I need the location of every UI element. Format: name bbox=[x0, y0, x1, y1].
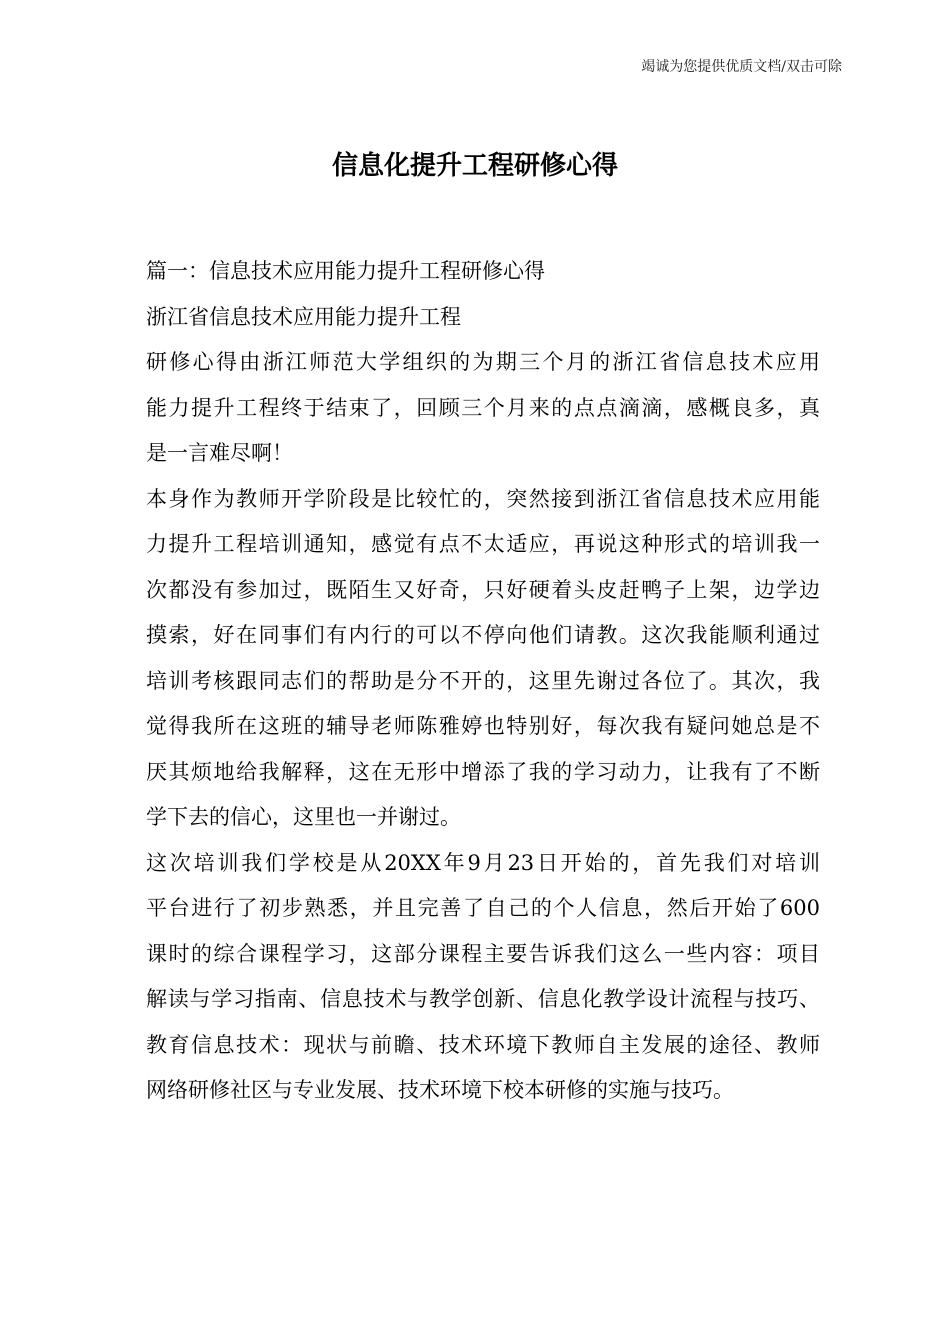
body-line: 本身作为教师开学阶段是比较忙的，突然接到浙江省信息技术应用能 bbox=[146, 486, 820, 511]
body-line: 是一言难尽啊！ bbox=[146, 441, 293, 465]
body-line: 觉得我所在这班的辅导老师陈雅婷也特别好，每次我有疑问她总是不 bbox=[146, 714, 820, 738]
document-body bbox=[146, 253, 820, 1118]
body-line: 解读与学习指南、信息技术与教学创新、信息化教学设计流程与技巧、 bbox=[146, 987, 820, 1011]
body-line: 次都没有参加过，既陌生又好奇，只好硬着头皮赶鸭子上架，边学边 bbox=[146, 577, 820, 602]
header-note: 竭诚为您提供优质文档/双击可除 bbox=[641, 59, 842, 75]
document-title: 信息化提升工程研修心得 bbox=[331, 151, 618, 181]
body-line: 力提升工程培训通知，感觉有点不太适应，再说这种形式的培训我一 bbox=[146, 532, 820, 556]
body-line: 教育信息技术：现状与前瞻、技术环境下教师自主发展的途径、教师 bbox=[146, 1032, 820, 1057]
body-line: 研修心得由浙江师范大学组织的为期三个月的浙江省信息技术应用 bbox=[146, 350, 820, 374]
body-line: 课时的综合课程学习，这部分课程主要告诉我们这么一些内容：项目 bbox=[146, 941, 820, 966]
body-line: 厌其烦地给我解释，这在无形中增添了我的学习动力，让我有了不断 bbox=[146, 759, 820, 784]
body-line: 这次培训我们学校是从20XX年9月23日开始的，首先我们对培训 bbox=[146, 850, 820, 875]
body-line: 培训考核跟同志们的帮助是分不开的，这里先谢过各位了。其次，我 bbox=[146, 668, 820, 693]
body-line: 网络研修社区与专业发展、技术环境下校本研修的实施与技巧。 bbox=[146, 1078, 734, 1102]
body-line: 学下去的信心，这里也一并谢过。 bbox=[146, 805, 461, 829]
body-line: 平台进行了初步熟悉，并且完善了自己的个人信息，然后开始了600 bbox=[146, 896, 820, 920]
body-line: 篇一：信息技术应用能力提升工程研修心得 bbox=[146, 259, 545, 283]
body-line: 浙江省信息技术应用能力提升工程 bbox=[146, 304, 461, 329]
body-line: 摸索，好在同事们有内行的可以不停向他们请教。这次我能顺利通过 bbox=[146, 623, 820, 647]
body-line: 能力提升工程终于结束了，回顾三个月来的点点滴滴，感概良多，真 bbox=[146, 395, 820, 420]
